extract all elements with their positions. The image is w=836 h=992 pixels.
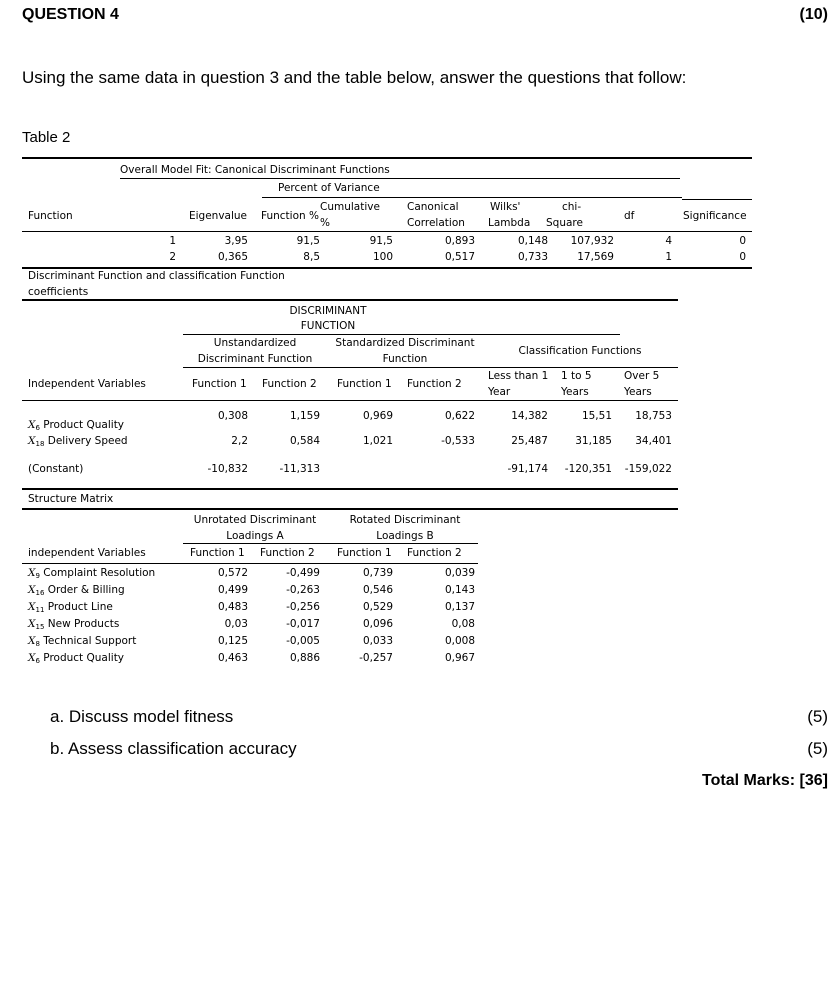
cell-canonical: 0,517 (444, 251, 475, 263)
cell-rot-f1: 0,096 (362, 618, 393, 630)
disc-header-1: DISCRIMINANT (289, 305, 367, 317)
question-title: QUESTION 4 (22, 6, 119, 23)
subquestion-b-marks: (5) (807, 739, 828, 758)
cell-rot-f2: 0,143 (444, 584, 475, 596)
header-rot-f2: Function 2 (407, 547, 462, 559)
cell-unrot-f1: 0,03 (224, 618, 248, 630)
cell-unstd-f2: 1,159 (289, 410, 320, 422)
header-rot-f1: Function 1 (337, 547, 392, 559)
percent-variance-header: Percent of Variance (278, 182, 380, 194)
header-independent-variables: independent Variables (28, 547, 146, 559)
rule (183, 334, 620, 335)
row-variable: $X_{18}$ Delivery Speed (28, 435, 128, 448)
cell-unrot-f2: -0,005 (286, 635, 320, 647)
fit-table-title: Overall Model Fit: Canonical Discriminant Functions (120, 164, 390, 176)
rule (22, 488, 678, 490)
cell-class-1to5: 31,185 (575, 435, 612, 447)
header-cumulative: Cumulative (320, 201, 380, 213)
cell-unrot-f2: 0,886 (289, 652, 320, 664)
cell-rot-f1: 0,546 (362, 584, 393, 596)
header-std-f2: Function 2 (407, 378, 462, 390)
cell-class-lt1: 14,382 (511, 410, 548, 422)
cell-wilks: 0,733 (517, 251, 548, 263)
cell-rot-f2: 0,967 (444, 652, 475, 664)
std-header-1: Standardized Discriminant (335, 337, 475, 349)
cell-unrot-f1: 0,483 (217, 601, 248, 613)
cell-function: 1 (169, 235, 176, 247)
header-correlation: Correlation (407, 217, 465, 229)
header-years: Years (561, 386, 589, 398)
rule (682, 199, 752, 200)
cell-significance: 0 (739, 235, 746, 247)
subquestion-a-marks: (5) (807, 707, 828, 726)
cell-std-f1: 0,969 (362, 410, 393, 422)
header-years: Years (624, 386, 652, 398)
cell-unrot-f2: -0,017 (286, 618, 320, 630)
row-variable: $X_8$ Technical Support (28, 635, 137, 648)
cell-rot-f1: 0,033 (362, 635, 393, 647)
cell-unstd-f1: 0,308 (217, 410, 248, 422)
row-variable: $X_6$ Product Quality (28, 419, 125, 432)
header-chi: chi- (562, 201, 582, 213)
header-eigenvalue: Eigenvalue (189, 210, 248, 222)
header-df: df (624, 210, 635, 222)
unrot-header-1: Unrotated Discriminant (193, 514, 317, 526)
header-year: Year (488, 386, 511, 398)
header-significance: Significance (683, 210, 747, 222)
cell-eigenvalue: 3,95 (224, 235, 248, 247)
rot-header-2: Loadings B (376, 530, 434, 542)
row-variable: $X_{15}$ New Products (28, 618, 120, 631)
rule (22, 231, 752, 232)
header-square: Square (546, 217, 583, 229)
cell-canonical: 0,893 (444, 235, 475, 247)
header-unrot-f1: Function 1 (190, 547, 245, 559)
row-variable: $X_{11}$ Product Line (28, 601, 113, 614)
cell-rot-f2: 0,039 (444, 567, 475, 579)
rule (22, 299, 678, 301)
cell-std-f2: 0,622 (444, 410, 475, 422)
rot-header-1: Rotated Discriminant (349, 514, 461, 526)
rule (22, 400, 678, 401)
header-independent-variables: Independent Variables (28, 378, 146, 390)
question-intro: Using the same data in question 3 and the table below, answer the questions that follow: (22, 68, 687, 87)
rule (22, 267, 752, 269)
cell-significance: 0 (739, 251, 746, 263)
cell-df: 1 (665, 251, 672, 263)
header-1-to-5: 1 to 5 (561, 370, 592, 382)
row-constant-label: (Constant) (28, 463, 84, 475)
coef-title-line2: coefficients (28, 286, 89, 298)
cell-rot-f2: 0,08 (451, 618, 475, 630)
header-std-f1: Function 1 (337, 378, 392, 390)
header-cumulative-pct: % (320, 217, 330, 229)
cell-df: 4 (665, 235, 672, 247)
header-function: Function (28, 210, 73, 222)
std-header-2: Function (382, 353, 428, 365)
cell-unrot-f1: 0,572 (217, 567, 248, 579)
structure-title: Structure Matrix (28, 493, 114, 505)
header-unrot-f2: Function 2 (260, 547, 315, 559)
cell-eigenvalue: 0,365 (217, 251, 248, 263)
disc-header-2: FUNCTION (300, 320, 356, 332)
class-functions-header: Classification Functions (518, 345, 642, 357)
question-marks: (10) (799, 6, 828, 23)
cell-rot-f2: 0,137 (444, 601, 475, 613)
cell-class-over5: -159,022 (624, 463, 672, 475)
unrot-header-2: Loadings A (226, 530, 284, 542)
rule (22, 508, 678, 510)
cell-class-lt1: -91,174 (507, 463, 548, 475)
cell-function-pct: 8,5 (303, 251, 320, 263)
cell-unstd-f1: -10,832 (207, 463, 248, 475)
row-variable: $X_{16}$ Order & Billing (28, 584, 125, 597)
cell-class-1to5: 15,51 (581, 410, 612, 422)
row-variable: $X_9$ Complaint Resolution (28, 567, 156, 580)
cell-std-f1: 1,021 (362, 435, 393, 447)
rule (22, 563, 478, 564)
cell-unstd-f2: -11,313 (279, 463, 320, 475)
cell-cumulative: 91,5 (369, 235, 393, 247)
cell-class-over5: 18,753 (635, 410, 672, 422)
cell-unrot-f2: -0,263 (286, 584, 320, 596)
cell-class-1to5: -120,351 (564, 463, 612, 475)
header-lambda: Lambda (488, 217, 531, 229)
header-less-than-1: Less than 1 (488, 370, 549, 382)
cell-function-pct: 91,5 (296, 235, 320, 247)
cell-rot-f2: 0,008 (444, 635, 475, 647)
subquestion-a: a. Discuss model fitness (50, 707, 234, 726)
rule (262, 197, 682, 198)
cell-class-over5: 34,401 (635, 435, 672, 447)
row-variable: $X_6$ Product Quality (28, 652, 125, 665)
unstd-header-2: Discriminant Function (197, 353, 313, 365)
rule (183, 543, 478, 544)
cell-unrot-f1: 0,463 (217, 652, 248, 664)
header-function-pct: Function % (261, 210, 319, 222)
cell-cumulative: 100 (372, 251, 393, 263)
cell-wilks: 0,148 (517, 235, 548, 247)
header-wilks: Wilks' (490, 201, 521, 213)
cell-unrot-f2: -0,256 (286, 601, 320, 613)
table-caption: Table 2 (22, 129, 71, 146)
cell-class-lt1: 25,487 (511, 435, 548, 447)
cell-chi: 17,569 (577, 251, 614, 263)
unstd-header-1: Unstandardized (213, 337, 297, 349)
header-unstd-f1: Function 1 (192, 378, 247, 390)
cell-function: 2 (169, 251, 176, 263)
rule (22, 157, 752, 159)
cell-chi: 107,932 (570, 235, 614, 247)
header-unstd-f2: Function 2 (262, 378, 317, 390)
cell-unrot-f1: 0,499 (217, 584, 248, 596)
cell-unstd-f1: 2,2 (231, 435, 248, 447)
cell-unstd-f2: 0,584 (289, 435, 320, 447)
coef-title-line1: Discriminant Function and classification Function (28, 270, 285, 282)
cell-unrot-f2: -0,499 (286, 567, 320, 579)
header-over-5: Over 5 (624, 370, 660, 382)
total-marks: Total Marks: [36] (702, 772, 828, 789)
rule (120, 178, 680, 179)
cell-rot-f1: -0,257 (359, 652, 393, 664)
cell-std-f2: -0,533 (441, 435, 475, 447)
rule (183, 367, 678, 368)
cell-rot-f1: 0,739 (362, 567, 393, 579)
subquestion-b: b. Assess classification accuracy (50, 739, 297, 758)
cell-unrot-f1: 0,125 (217, 635, 248, 647)
cell-rot-f1: 0,529 (362, 601, 393, 613)
header-canonical: Canonical (407, 201, 459, 213)
